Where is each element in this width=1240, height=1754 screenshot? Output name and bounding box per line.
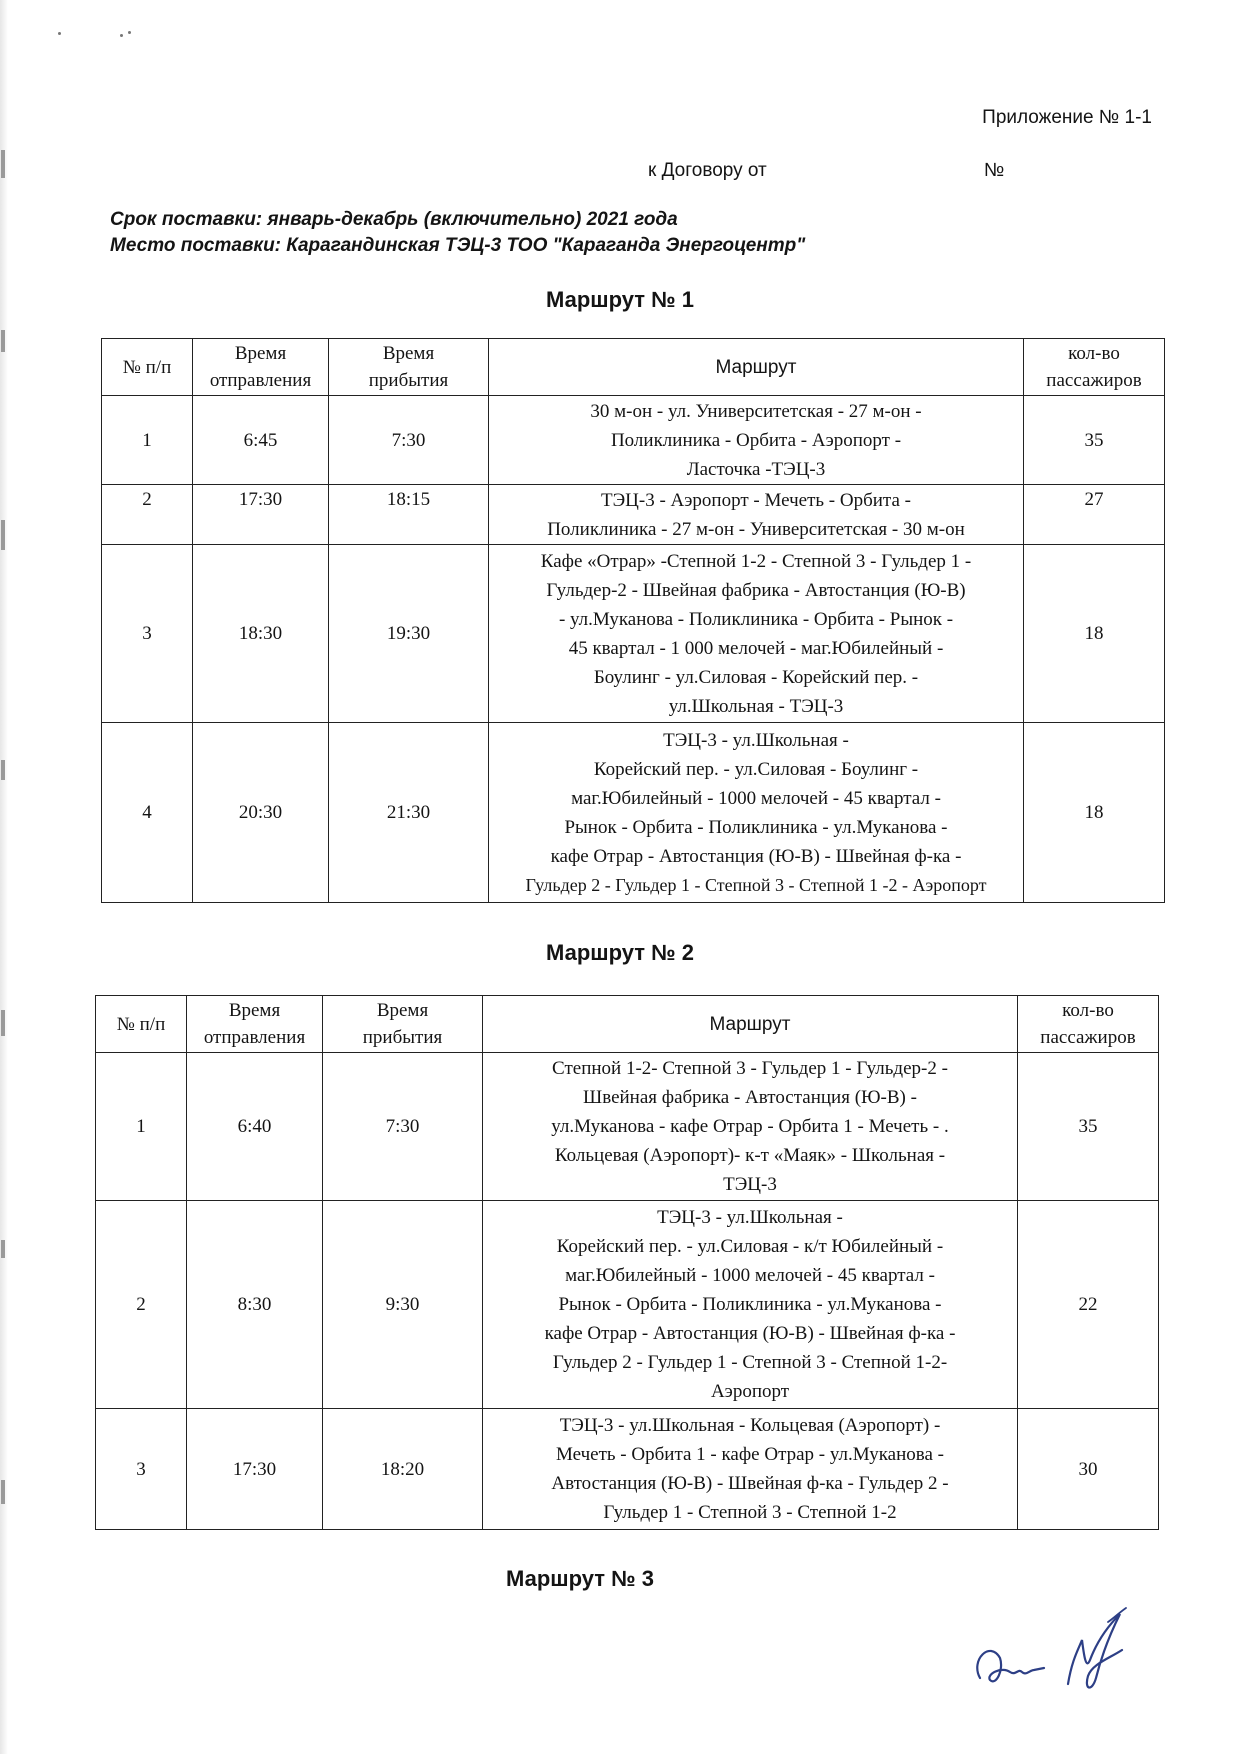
- contract-reference: к Договору от: [648, 160, 767, 181]
- column-header-arrival: Время прибытия: [323, 996, 483, 1053]
- passenger-count: 35: [1024, 396, 1165, 485]
- row-number: 4: [102, 723, 193, 903]
- arrival-time: 7:30: [323, 1053, 483, 1201]
- route-stops: ТЭЦ-3 - ул.Школьная - Корейский пер. - ул.Силовая - Боулинг - маг.Юбилейный - 1000 мелочей - 45 квартал - Рынок - Орбита - Поликлиника - ул.Муканова - кафе Отрар - Автостанция (Ю-В) - Швейная ф-ка - Гульдер 2 - Гульдер 1 - Степной 3 - Степной 1 -2 - Аэропорт: [489, 723, 1024, 903]
- column-header-departure: Время отправления: [187, 996, 323, 1053]
- contract-number-label: №: [984, 160, 1005, 181]
- delivery-period: Срок поставки: январь-декабрь (включительно) 2021 года: [110, 209, 678, 230]
- row-number: 2: [96, 1201, 187, 1409]
- row-number: 3: [102, 545, 193, 723]
- departure-time: 8:30: [187, 1201, 323, 1409]
- route-1-title: Маршрут № 1: [545, 287, 695, 312]
- departure-time: 6:40: [187, 1053, 323, 1201]
- column-header-arrival: Время прибытия: [329, 339, 489, 396]
- table-row: [96, 1053, 1159, 1201]
- route-stops: Кафе «Отрар» -Степной 1-2 - Степной 3 - Гульдер 1 - Гульдер-2 - Швейная фабрика - Автостанция (Ю-В) - ул.Муканова - Поликлиника - Орбита - Рынок - 45 квартал - 1 000 мелочей - маг.Юбилейный - Боулинг - ул.Силовая - Корейский пер. - ул.Школьная - ТЭЦ-3: [489, 545, 1024, 723]
- passenger-count: 30: [1018, 1409, 1159, 1530]
- route-stops: ТЭЦ-3 - Аэропорт - Мечеть - Орбита - Поликлиника - 27 м-он - Университетская - 30 м-он: [489, 485, 1024, 545]
- route-1-table: [101, 338, 1165, 903]
- column-header-route: Маршрут: [489, 339, 1024, 396]
- route-2-table: [95, 995, 1159, 1530]
- row-number: 2: [102, 485, 193, 545]
- delivery-terms: [110, 207, 805, 259]
- column-header-number: № п/п: [102, 339, 193, 396]
- table-row: [96, 1409, 1159, 1530]
- delivery-place: Место поставки: Карагандинская ТЭЦ-3 ТОО "Караганда Энергоцентр": [110, 235, 806, 256]
- departure-time: 20:30: [193, 723, 329, 903]
- arrival-time: 19:30: [329, 545, 489, 723]
- arrival-time: 18:15: [329, 485, 489, 545]
- arrival-time: 21:30: [329, 723, 489, 903]
- route-stops: ТЭЦ-3 - ул.Школьная - Кольцевая (Аэропорт) - Мечеть - Орбита 1 - кафе Отрар - ул.Муканова - Автостанция (Ю-В) - Швейная ф-ка - Гульдер 2 - Гульдер 1 - Степной 3 - Степной 1-2: [483, 1409, 1018, 1530]
- passenger-count: 18: [1024, 545, 1165, 723]
- column-header-passengers: кол-во пассажиров: [1018, 996, 1159, 1053]
- route-stops: ТЭЦ-3 - ул.Школьная - Корейский пер. - ул.Силовая - к/т Юбилейный - маг.Юбилейный - 1000 мелочей - 45 квартал - Рынок - Орбита - Поликлиника - ул.Муканова - кафе Отрар - Автостанция (Ю-В) - Швейная ф-ка - Гульдер 2 - Гульдер 1 - Степной 3 - Степной 1-2- Аэропорт: [483, 1201, 1018, 1409]
- arrival-time: 9:30: [323, 1201, 483, 1409]
- passenger-count: 27: [1024, 485, 1165, 545]
- departure-time: 6:45: [193, 396, 329, 485]
- arrival-time: 18:20: [323, 1409, 483, 1530]
- table-header-row: [96, 996, 1159, 1053]
- row-number: 3: [96, 1409, 187, 1530]
- table-row: [102, 485, 1165, 545]
- scan-speck: [128, 31, 131, 34]
- row-number: 1: [102, 396, 193, 485]
- appendix-label: Приложение № 1-1: [982, 107, 1152, 128]
- table-header-row: [102, 339, 1165, 396]
- passenger-count: 35: [1018, 1053, 1159, 1201]
- passenger-count: 22: [1018, 1201, 1159, 1409]
- table-row: [102, 396, 1165, 485]
- scan-speck: [58, 32, 61, 35]
- route-2-title: Маршрут № 2: [545, 940, 695, 965]
- route-3-title: Маршрут № 3: [505, 1566, 655, 1591]
- departure-time: 17:30: [193, 485, 329, 545]
- scan-edge: [0, 0, 8, 1754]
- row-number: 1: [96, 1053, 187, 1201]
- passenger-count: 18: [1024, 723, 1165, 903]
- arrival-time: 7:30: [329, 396, 489, 485]
- column-header-passengers: кол-во пассажиров: [1024, 339, 1165, 396]
- table-row: [102, 545, 1165, 723]
- table-row: [102, 723, 1165, 903]
- departure-time: 17:30: [187, 1409, 323, 1530]
- table-row: [96, 1201, 1159, 1409]
- column-header-number: № п/п: [96, 996, 187, 1053]
- signature-icon: [960, 1600, 1140, 1700]
- column-header-route: Маршрут: [483, 996, 1018, 1053]
- scan-speck: [120, 34, 123, 37]
- column-header-departure: Время отправления: [193, 339, 329, 396]
- route-stops: Степной 1-2- Степной 3 - Гульдер 1 - Гульдер-2 - Швейная фабрика - Автостанция (Ю-В) - ул.Муканова - кафе Отрар - Орбита 1 - Мечеть - . Кольцевая (Аэропорт)- к-т «Маяк» - Школьная - ТЭЦ-3: [483, 1053, 1018, 1201]
- route-stops: 30 м-он - ул. Университетская - 27 м-он - Поликлиника - Орбита - Аэропорт - Ласточка -ТЭЦ-3: [489, 396, 1024, 485]
- departure-time: 18:30: [193, 545, 329, 723]
